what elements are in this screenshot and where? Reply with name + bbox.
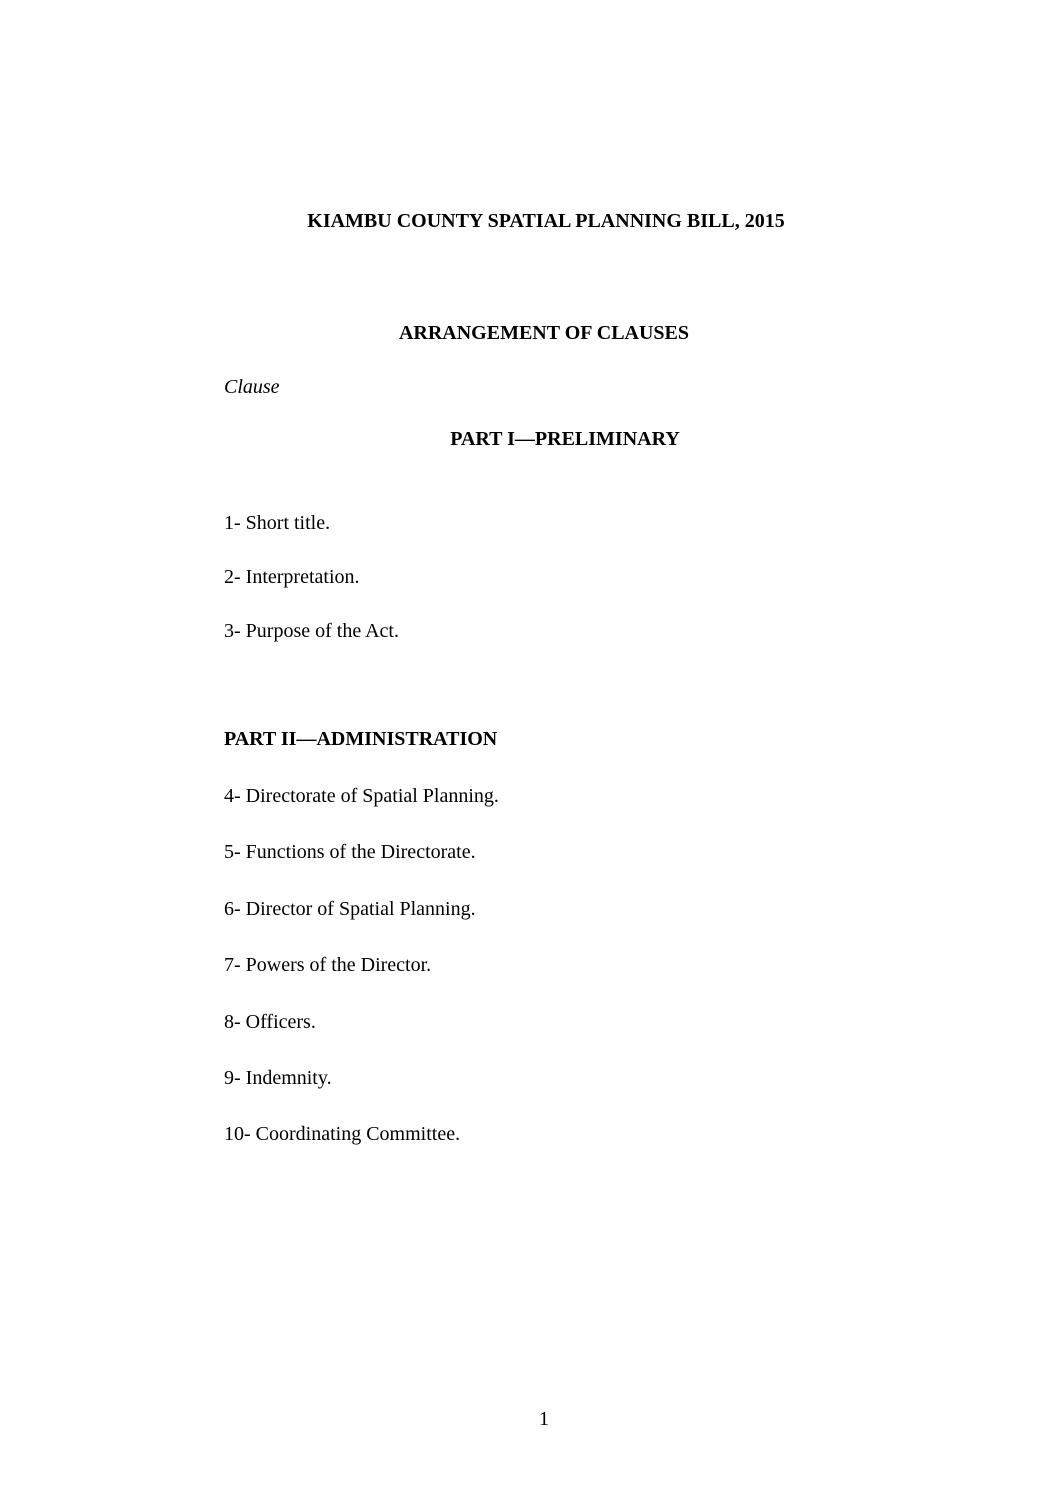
- clause-item: 8- Officers.: [224, 1011, 316, 1033]
- clause-item: 7- Powers of the Director.: [224, 954, 432, 976]
- part-heading: PART I—PRELIMINARY: [450, 428, 680, 450]
- clause-item: 9- Indemnity.: [224, 1067, 332, 1089]
- clause-item: 3- Purpose of the Act.: [224, 620, 399, 642]
- clause-item: 5- Functions of the Directorate.: [224, 841, 476, 863]
- document-title: KIAMBU COUNTY SPATIAL PLANNING BILL, 2015: [307, 210, 785, 232]
- clause-item: 10- Coordinating Committee.: [224, 1123, 461, 1145]
- clause-item: 6- Director of Spatial Planning.: [224, 898, 476, 920]
- clause-label: Clause: [224, 376, 280, 398]
- clause-item: 4- Directorate of Spatial Planning.: [224, 785, 499, 807]
- part-heading: PART II—ADMINISTRATION: [224, 728, 498, 750]
- clause-item: 2- Interpretation.: [224, 566, 360, 588]
- arrangement-heading: ARRANGEMENT OF CLAUSES: [398, 322, 690, 344]
- clause-item: 1- Short title.: [224, 512, 331, 534]
- page-number: 1: [539, 1408, 549, 1430]
